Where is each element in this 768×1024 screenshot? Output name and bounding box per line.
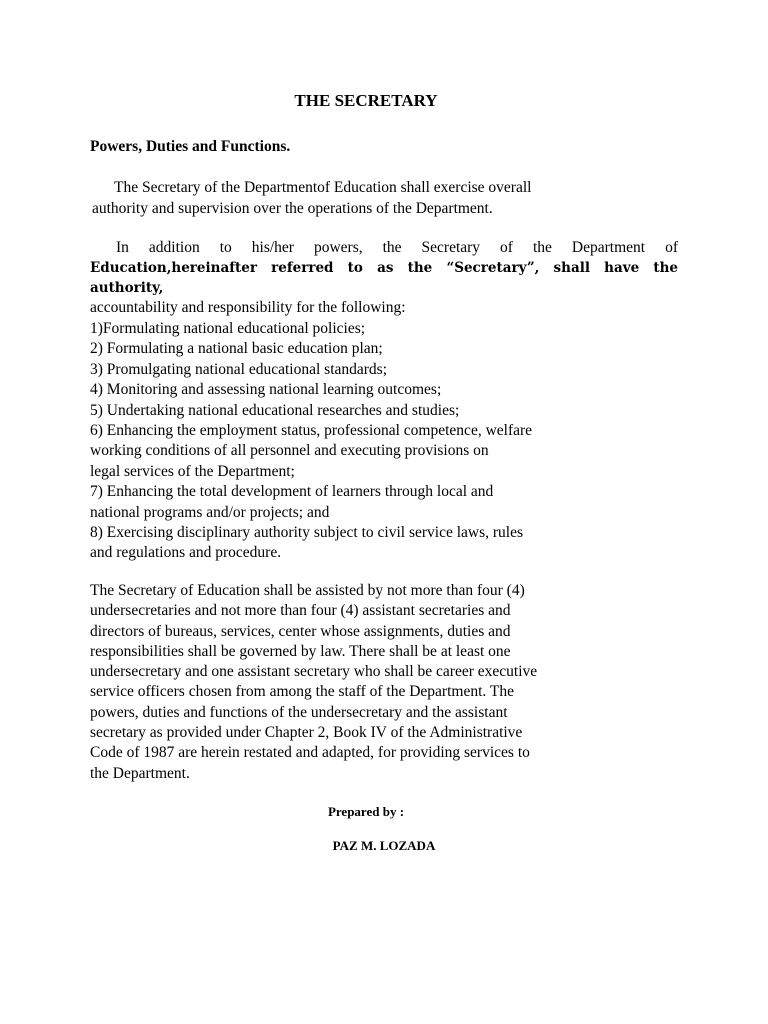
intro-paragraph: [92, 178, 612, 219]
list-item: 8) Exercising disciplinary authority subject to civil service laws, rules and regulations and procedure.: [90, 524, 524, 562]
closing-line: the Department.: [90, 764, 190, 782]
authority-paragraph: [90, 238, 678, 318]
intro-line: The Secretary of the Departmentof Education shall exercise overall: [114, 179, 532, 196]
list-item: 2) Formulating a national basic education plan;: [90, 340, 383, 358]
list-item: 7) Enhancing the total development of learners through local and national programs and/or projects; and: [90, 483, 494, 521]
closing-line: undersecretaries and not more than four (4) assistant secretaries and: [90, 602, 511, 620]
list-item: 6) Enhancing the employment status, professional competence, welfare working conditions of all personnel and executing provisions on legal services of the Department;: [90, 422, 533, 480]
closing-line: undersecretary and one assistant secretary who shall be career executive: [90, 663, 538, 681]
closing-line: The Secretary of Education shall be assisted by not more than four (4): [90, 582, 525, 599]
authority-line: accountability and responsibility for the following:: [90, 299, 406, 316]
closing-line: responsibilities shall be governed by law. There shall be at least one: [90, 642, 511, 660]
document-title: THE SECRETARY: [294, 91, 438, 110]
section-heading: Powers, Duties and Functions.: [90, 138, 291, 155]
list-item: 3) Promulgating national educational standards;: [90, 360, 388, 378]
closing-paragraph: [90, 581, 650, 784]
closing-line: Code of 1987 are herein restated and adapted, for providing services to: [90, 744, 530, 762]
closing-line: directors of bureaus, services, center whose assignments, duties and: [90, 622, 511, 640]
functions-list: [90, 319, 650, 564]
intro-line: authority and supervision over the operations of the Department.: [92, 199, 493, 217]
preparer-name: PAZ M. LOZADA: [332, 838, 436, 853]
closing-line: service officers chosen from among the staff of the Department. The: [90, 683, 514, 701]
list-item: 5) Undertaking national educational researches and studies;: [90, 401, 460, 419]
list-item: 4) Monitoring and assessing national learning outcomes;: [90, 381, 442, 399]
closing-line: powers, duties and functions of the undersecretary and the assistant: [90, 703, 508, 721]
list-item: 1)Formulating national educational policies;: [90, 320, 366, 337]
authority-line: In addition to his/her powers, the Secretary of the Department of: [116, 239, 678, 256]
authority-line: Education,hereinafter referred to as the “Secretary”, shall have the authority,: [90, 260, 678, 296]
closing-line: secretary as provided under Chapter 2, Book IV of the Administrative: [90, 724, 523, 742]
prepared-by-label: Prepared by :: [327, 804, 405, 819]
